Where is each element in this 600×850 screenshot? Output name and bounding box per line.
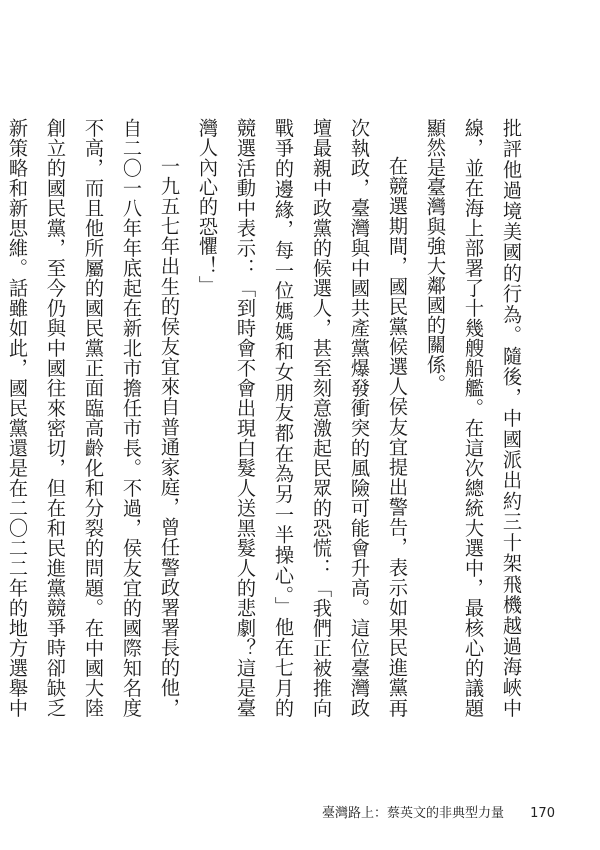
running-title: 臺灣路上：蔡英文的非典型力量 <box>322 806 505 821</box>
paragraph-3: 一九五七年出生的侯友宜來自普通家庭，曾任警政署署長的他，自二〇一八年年底起在新北市擔任市長。不過，侯友宜的國際知名度不高，而且他所屬的國民黨正面臨高齡化和分裂的問題。在中國大陸創立的國民黨，至今仍與中國往來密切，但在和民進黨競爭時卻缺乏新策略和新思維。話雖如此，國民黨還是在二〇二二年的地方選舉中 <box>6 118 181 718</box>
paragraph-2: 在競選期間，國民黨候選人侯友宜提出警告，表示如果民進黨再次執政，臺灣與中國共產黨爆發衝突的風險可能會升高。這位臺灣政壇最親中政黨的候選人，甚至刻意激起民眾的恐慌：「我們正被推向戰爭的邊緣，每一位媽媽和女朋友都在為另一半操心。」他在七月的競選活動中表示：「到時會不會出現白髮人送黑髮人的悲劇？這是臺灣人內心的恐懼！」 <box>196 118 409 718</box>
page-number: 170 <box>530 806 555 821</box>
paragraph-1: 批評他過境美國的行為。隨後，中國派出約三十架飛機越過海峽中線，並在海上部署了十幾艘船艦。在這次總統大選中，最核心的議題顯然是臺灣與強大鄰國的關係。 <box>424 118 523 718</box>
page-footer <box>322 802 555 821</box>
body-text <box>6 118 530 718</box>
